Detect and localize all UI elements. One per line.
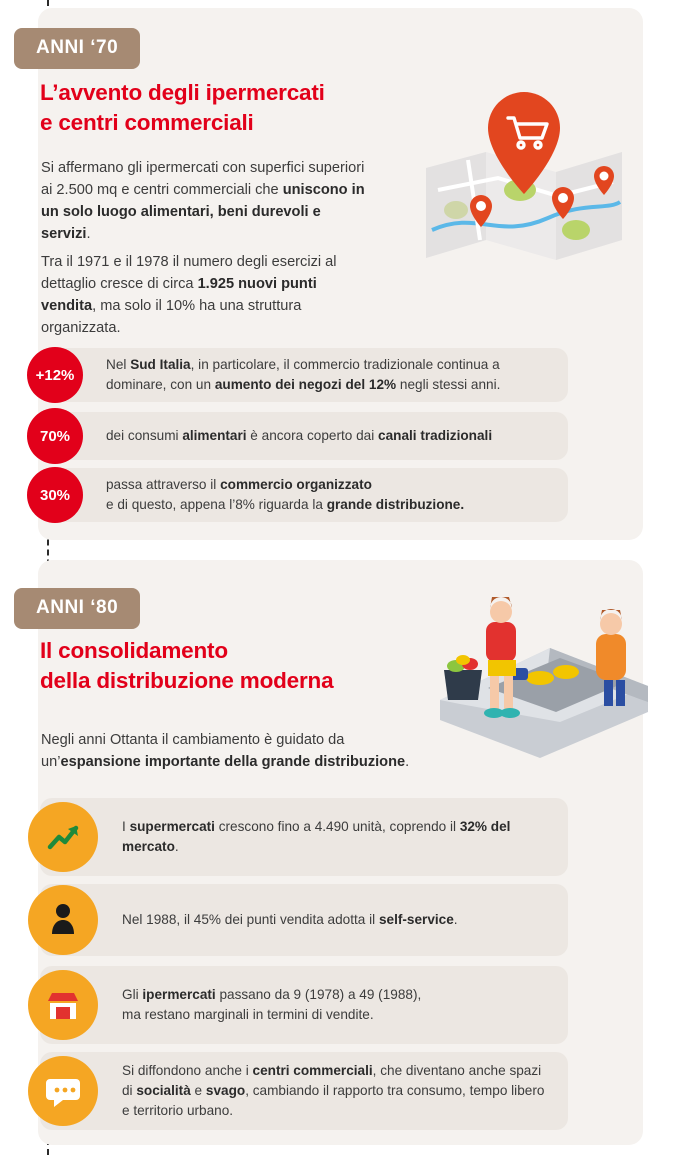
era-badge-80: ANNI ‘80 <box>14 588 140 629</box>
stat-row-80-3 <box>40 966 568 1044</box>
stat-text-70-1: Nel Sud Italia, in particolare, il commercio tradizionale continua a dominare, con un aumento dei negozi del 12% negli stessi anni. <box>106 357 501 392</box>
stat-text-80-3: Gli ipermercati passano da 9 (1978) a 49 (1988), ma restano marginali in termini di vendite. <box>122 987 422 1022</box>
storefront-icon <box>28 970 98 1040</box>
speech-bubble-icon <box>28 1056 98 1126</box>
era-badge-70: ANNI ‘70 <box>14 28 140 69</box>
stat-bubble-70: 70% <box>27 408 83 464</box>
person-icon <box>28 885 98 955</box>
headline-70 <box>40 78 400 138</box>
shopping-basket <box>444 655 482 700</box>
supermarket-checkout-illustration <box>400 582 648 762</box>
headline-80-line2: della distribuzione moderna <box>40 667 334 693</box>
stat-row-70-2 <box>40 412 568 460</box>
stat-row-80-1 <box>40 798 568 876</box>
stat-bubble-12: +12% <box>27 347 83 403</box>
stat-row-70-3 <box>40 468 568 522</box>
stat-row-80-2 <box>40 884 568 956</box>
stat-text-70-3: passa attraverso il commercio organizzato e di questo, appena l’8% riguarda la grande distribuzione. <box>106 477 465 512</box>
map-illustration <box>408 90 633 280</box>
paragraph-70-1: Si affermano gli ipermercati con superfici superiori ai 2.500 mq e centri commerciali che uniscono in un solo luogo alimentari, beni durevoli e servizi. <box>41 160 365 242</box>
headline-80 <box>40 636 400 696</box>
stat-row-70-1 <box>35 348 568 402</box>
stat-text-80-1: I supermercati crescono fino a 4.490 unità, coprendo il 32% del mercato. <box>122 819 511 854</box>
paragraph-70-2: Tra il 1971 e il 1978 il numero degli esercizi al dettaglio cresce di circa 1.925 nuovi punti vendita, ma solo il 10% ha una struttura organizzata. <box>41 254 337 336</box>
stat-row-80-4 <box>40 1052 568 1130</box>
stat-text-80-4: Si diffondono anche i centri commerciali, che diventano anche spazi di socialità e svago, cambiando il rapporto tra consumo, tempo libero e territorio urbano. <box>122 1063 545 1118</box>
paragraph-80-1: Negli anni Ottanta il cambiamento è guidato da un’espansione importante della grande distribuzione. <box>41 732 410 770</box>
headline-70-line1: L’avvento degli ipermercati <box>40 80 325 105</box>
stat-bubble-30: 30% <box>27 467 83 523</box>
headline-70-line2: e centri commerciali <box>40 109 254 135</box>
stat-text-70-2: dei consumi alimentari è ancora coperto dai canali tradizionali <box>106 428 493 444</box>
headline-80-line1: Il consolidamento <box>40 638 228 663</box>
growth-chart-icon <box>28 802 98 872</box>
stat-text-80-2: Nel 1988, il 45% dei punti vendita adotta il self-service. <box>122 912 458 928</box>
